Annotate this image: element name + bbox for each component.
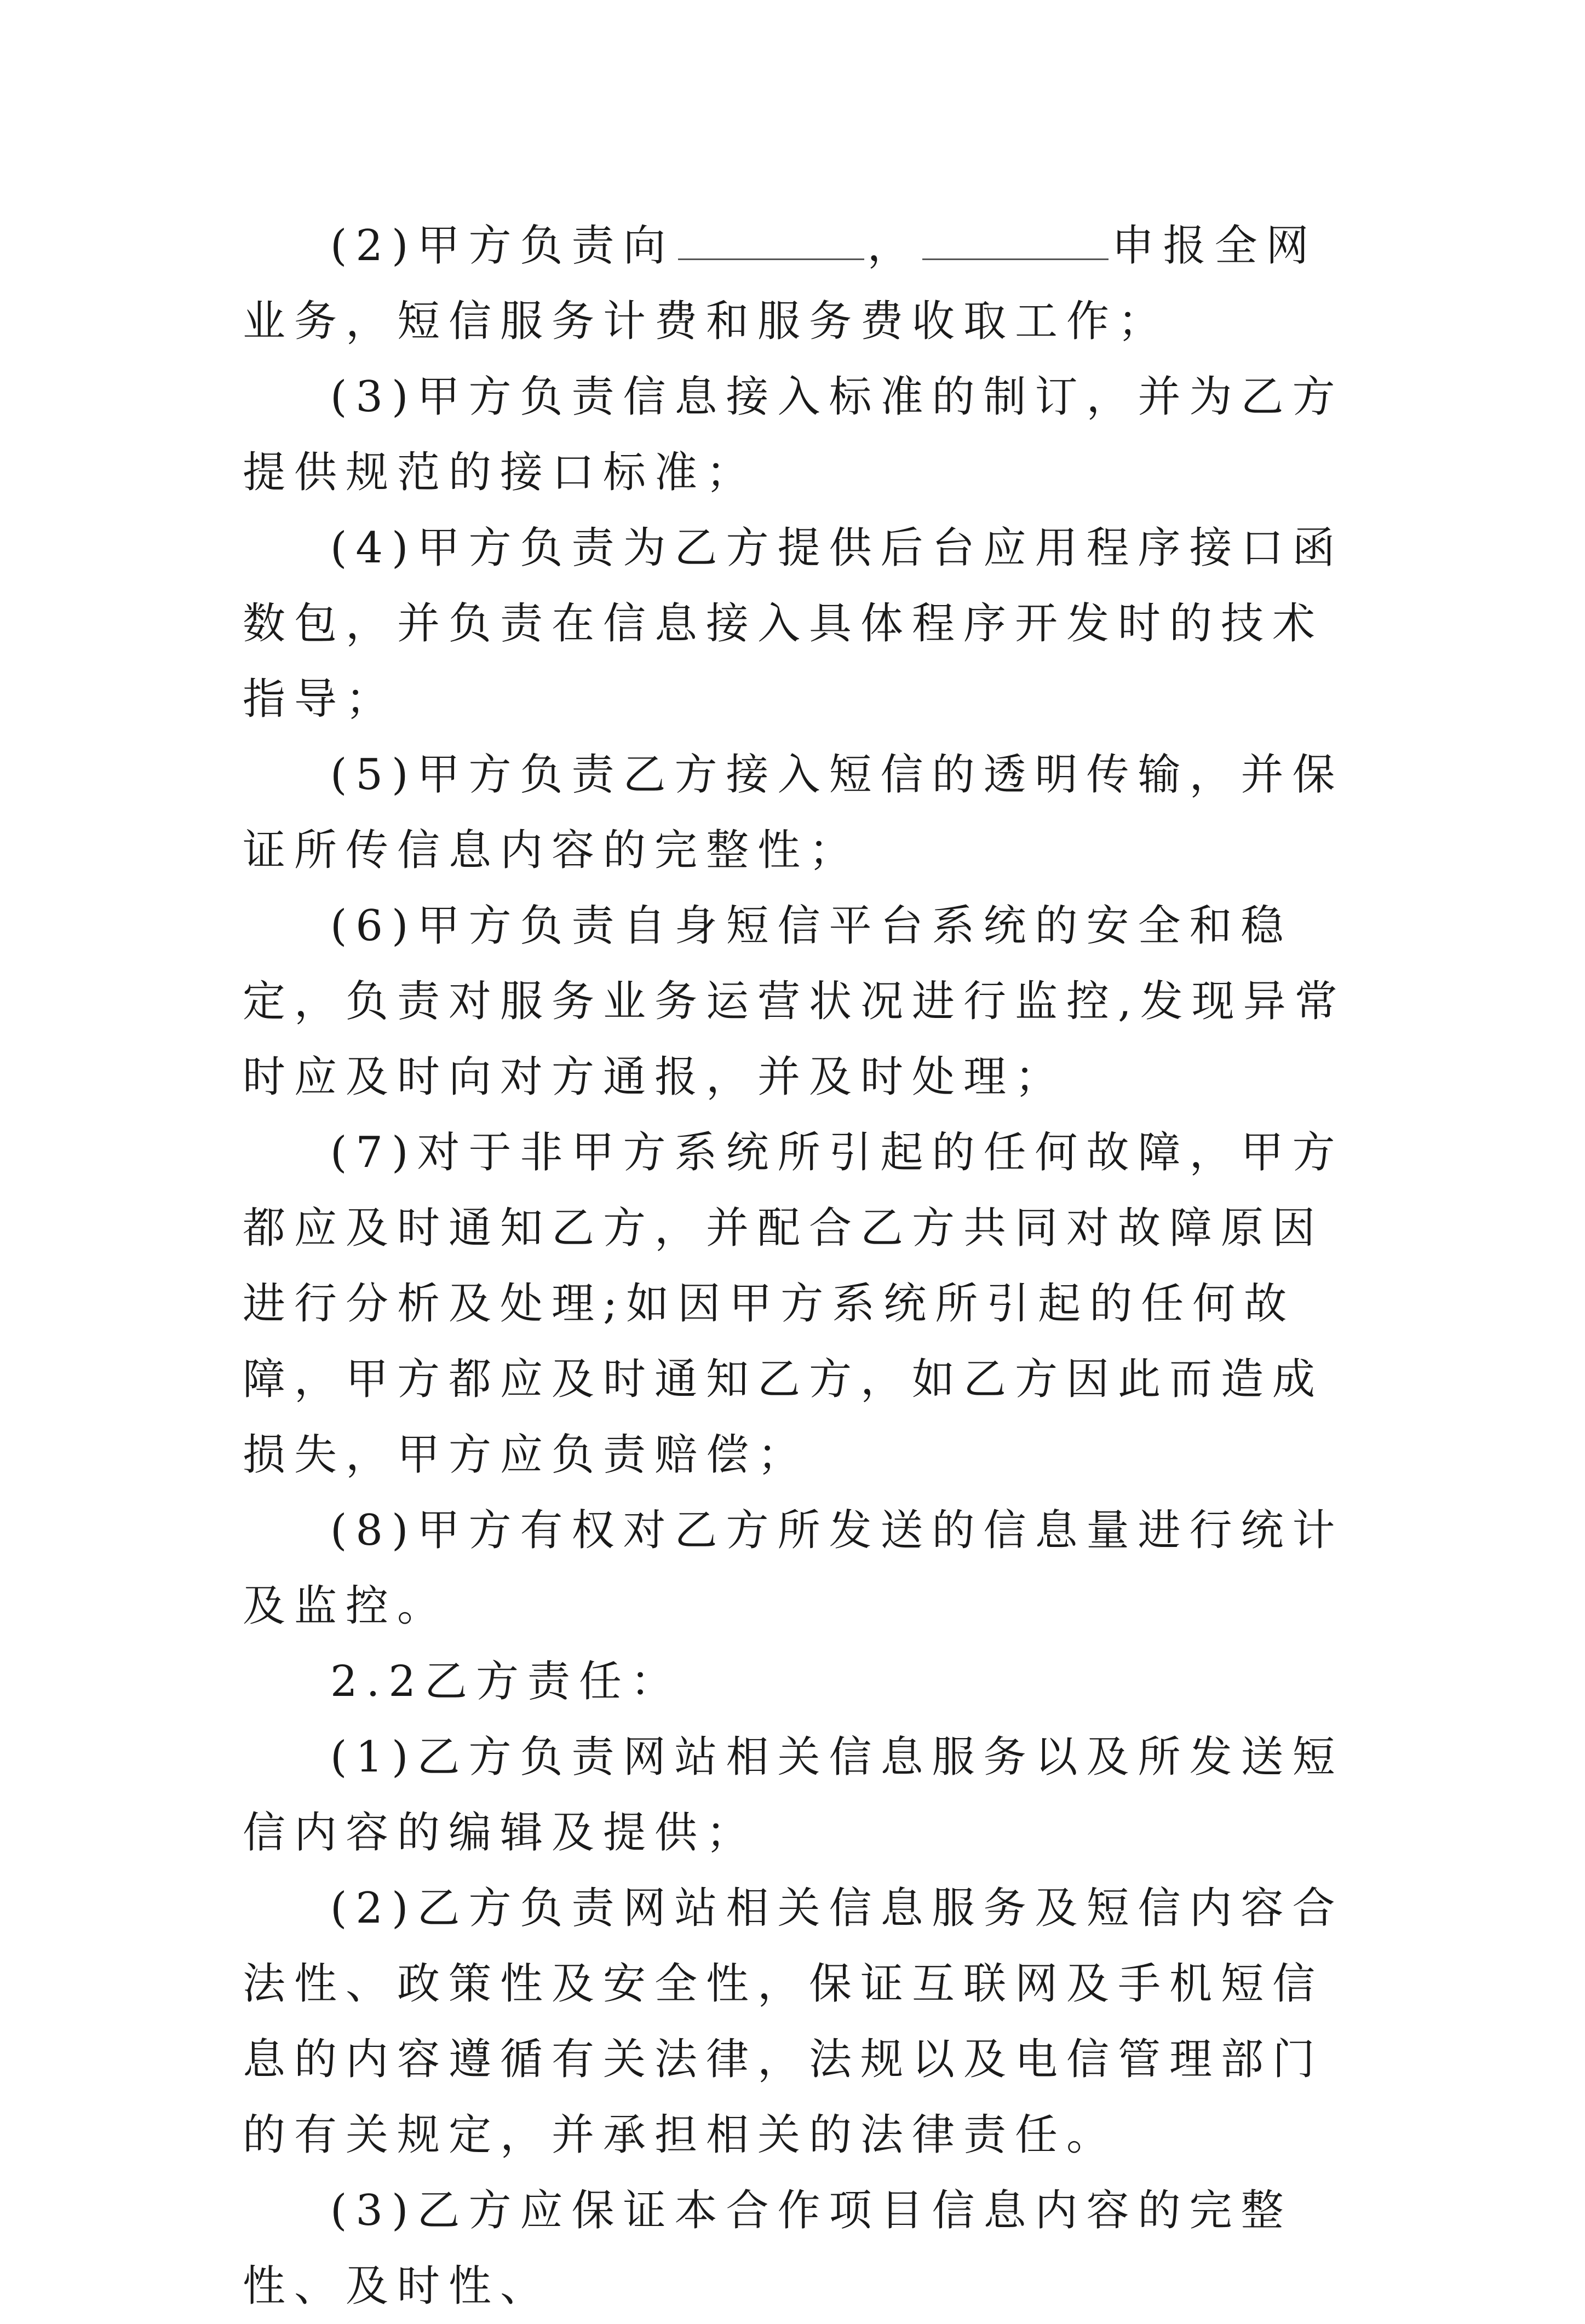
section-heading-party-b: 2.2乙方责任： — [330, 1657, 682, 1706]
paragraph-party-a-8: (8)甲方有权对乙方所发送的信息量进行统计及监控。 — [243, 1506, 1344, 1631]
paragraph-party-a-6: (6)甲方负责自身短信平台系统的安全和稳定，负责对服务业务运营状况进行监控,发现异常时应及时向对方通报，并及时处理； — [243, 901, 1346, 1102]
paragraph-party-a-7: (7)对于非甲方系统所引起的任何故障，甲方都应及时通知乙方，并配合乙方共同对故障原因进行分析及处理;如因甲方系统所引起的任何故障，甲方都应及时通知乙方，如乙方因此而造成损失，甲方应负责赔偿； — [243, 1128, 1344, 1480]
paragraph-party-a-4: (4)甲方负责为乙方提供后台应用程序接口函数包，并负责在信息接入具体程序开发时的技术指导； — [243, 524, 1344, 724]
paragraph-party-b-3: (3)乙方应保证本合作项目信息内容的完整性、及时性、 — [243, 2186, 1293, 2311]
paragraph-party-b-2: (2)乙方负责网站相关信息服务及短信内容合法性、政策性及安全性，保证互联网及手机短信息的内容遵循有关法律，法规以及电信管理部门的有关规定，并承担相关的法律责任。 — [243, 1884, 1344, 2160]
paragraph-party-a-2 — [243, 208, 1354, 359]
blank-line-2 — [922, 222, 1109, 260]
paragraph-text: ， — [867, 221, 919, 271]
paragraph-party-b-1: (1)乙方负责网站相关信息服务以及所发送短信内容的编辑及提供； — [243, 1733, 1344, 1857]
document-body — [243, 208, 1354, 2324]
blank-line-1 — [678, 222, 864, 260]
paragraph-text: 申报全网业务，短信服务计费和服务费收取工作； — [243, 221, 1318, 346]
paragraph-party-a-3: (3)甲方负责信息接入标准的制订，并为乙方提供规范的接口标准； — [243, 372, 1344, 497]
paragraph-party-a-5: (5)甲方负责乙方接入短信的透明传输，并保证所传信息内容的完整性； — [243, 750, 1344, 875]
paragraph-text: (2)甲方负责向 — [330, 221, 675, 271]
